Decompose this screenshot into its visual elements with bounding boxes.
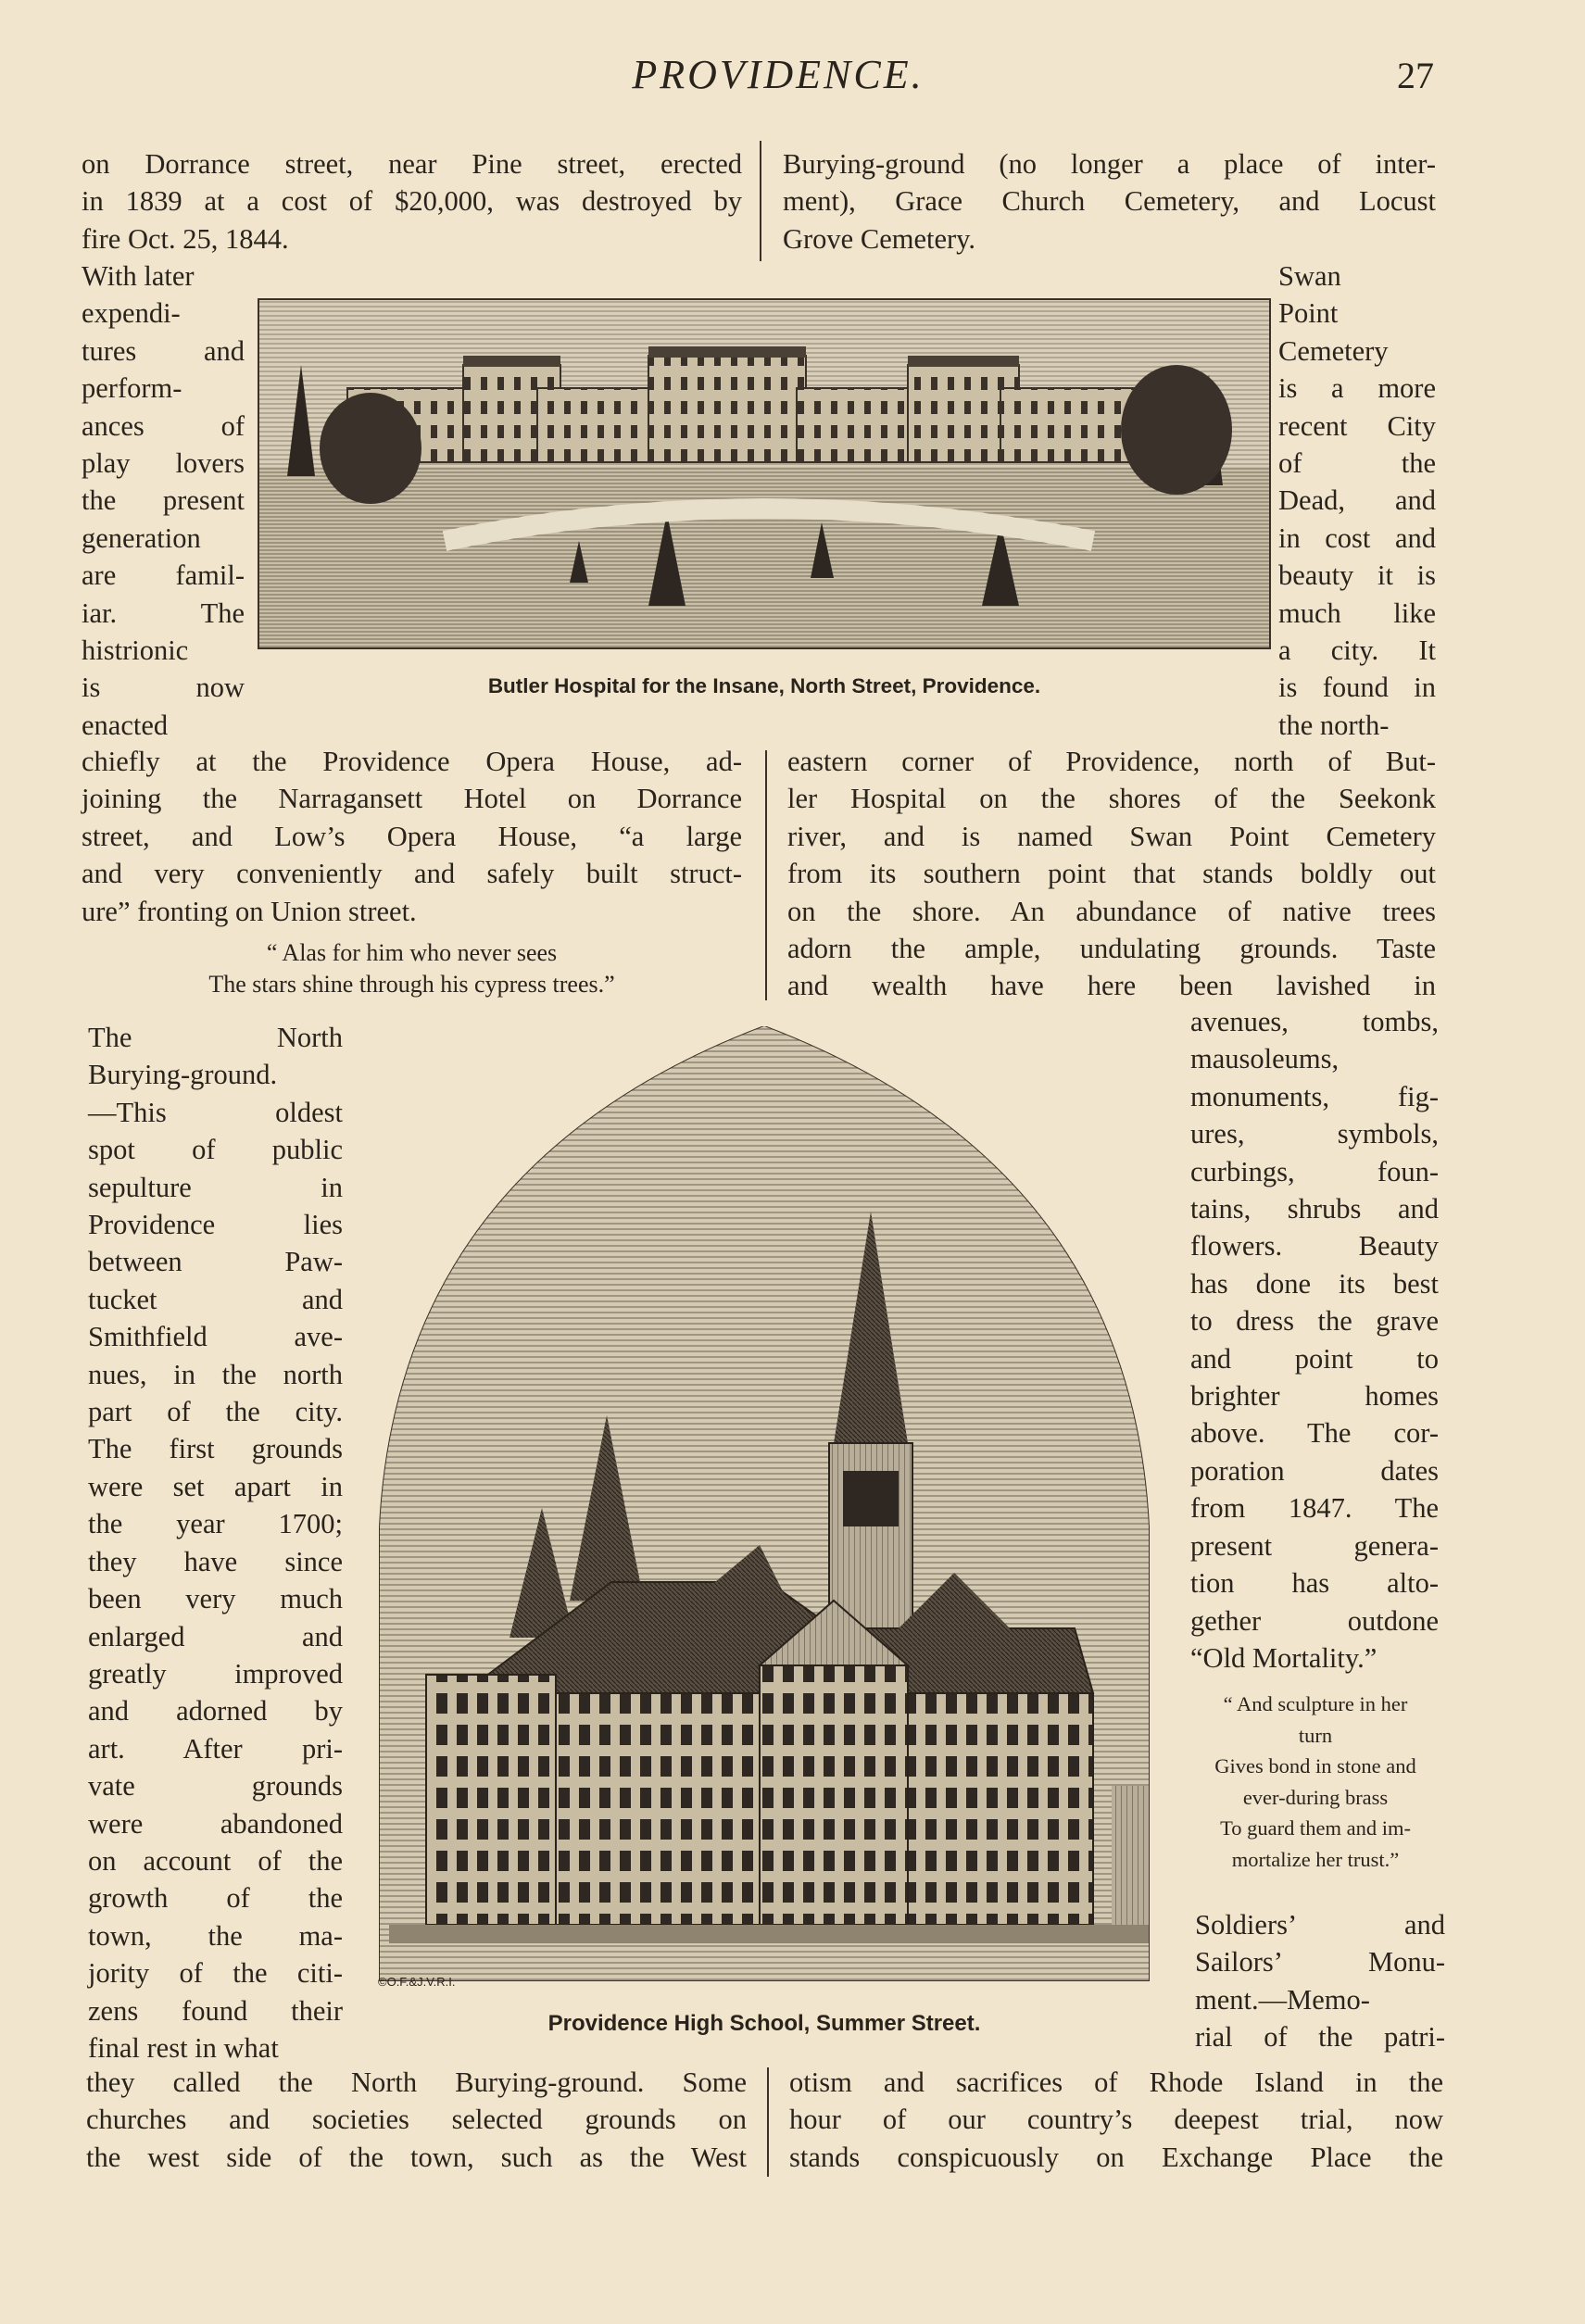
text-line: and wealth have here been lavished in (787, 970, 1436, 1002)
engraver-signature: ©O.F.&J.V.R.I. (378, 1975, 456, 1989)
text-line: and point to (1190, 1342, 1439, 1375)
text-line: “Old Mortality.” (1190, 1641, 1377, 1674)
text-line: —This oldest (88, 1096, 343, 1128)
text-line: ment), Grace Church Cemetery, and Locust (783, 185, 1436, 218)
text-line: present genera- (1190, 1529, 1439, 1562)
text-line: tures and (82, 334, 245, 367)
quote-line: Gives bond in stone and (1214, 1754, 1416, 1778)
text-line: on account of the (88, 1844, 343, 1877)
text-line: adorn the ample, undulating grounds. Taste (787, 933, 1436, 965)
text-line: from its southern point that stands boldly out (787, 858, 1436, 890)
text-line: tains, shrubs and (1190, 1193, 1439, 1225)
text-line: is a more (1278, 372, 1436, 405)
text-line: avenues, tombs, (1190, 1006, 1439, 1037)
text-line: play lovers (82, 447, 245, 480)
quote-line: To guard them and im- (1220, 1816, 1411, 1840)
text-line: the present (82, 484, 245, 517)
text-line: ment.—Memo- (1195, 1983, 1370, 2016)
text-line: flowers. Beauty (1190, 1230, 1439, 1262)
text-line: Swan (1278, 260, 1341, 292)
text-line: and very conveniently and safely built struct- (82, 858, 742, 890)
text-line: poration dates (1190, 1454, 1439, 1487)
butler-hospital-engraving (258, 298, 1271, 649)
text-line: stands conspicuously on Exchange Place the (789, 2141, 1443, 2173)
sculpture-quote (1181, 1689, 1450, 1875)
column-rule (760, 141, 761, 261)
column-rule (765, 750, 767, 1000)
wrap-left-column-1 (82, 258, 245, 744)
text-line: between Paw- (88, 1246, 343, 1278)
quote-line: “ Alas for him who never sees (266, 939, 558, 966)
wrap-right-column-1 (1278, 258, 1436, 744)
text-line: mausoleums, (1190, 1043, 1340, 1075)
figure-1-caption: Butler Hospital for the Insane, North Street, Providence. (487, 674, 1041, 697)
text-line: on the shore. An abundance of native trees (787, 895, 1436, 927)
text-line: iar. The (82, 597, 245, 629)
text-line: from 1847. The (1190, 1492, 1439, 1525)
text-line: joining the Narragansett Hotel on Dorrance (82, 783, 742, 815)
text-line: nues, in the north (88, 1358, 343, 1390)
text-line: much like (1278, 597, 1436, 629)
text-line: Point (1278, 297, 1339, 330)
text-line: of the (1278, 447, 1436, 480)
text-line: vate grounds (88, 1770, 343, 1803)
text-line: art. After pri- (88, 1732, 343, 1765)
text-line: the north- (1278, 709, 1390, 741)
text-line: generation (82, 521, 201, 554)
quote-line: mortalize her trust.” (1231, 1847, 1400, 1871)
text-line: is now (82, 672, 245, 704)
quote-line: “ And sculpture in her (1223, 1692, 1408, 1715)
text-line: sepulture in (88, 1171, 343, 1203)
text-line: part of the city. (88, 1396, 343, 1428)
quote-line: turn (1298, 1723, 1333, 1747)
text-line: final rest in what (88, 2031, 279, 2064)
text-line: Soldiers’ and (1195, 1909, 1445, 1941)
text-line: otism and sacrifices of Rhode Island in the (789, 2066, 1443, 2098)
text-line: histrionic (82, 634, 189, 667)
text-line: greatly improved (88, 1657, 343, 1690)
text-line: were set apart in (88, 1470, 343, 1502)
text-line: zens found their (88, 1994, 343, 2027)
text-line: ure” fronting on Union street. (82, 895, 417, 927)
top-right-paragraph (783, 145, 1436, 258)
text-line: and adorned by (88, 1695, 343, 1727)
text-line: spot of public (88, 1134, 343, 1166)
text-line: on Dorrance street, near Pine street, erected (82, 148, 742, 180)
column-rule (767, 2067, 769, 2177)
text-line: the west side of the town, such as the West (86, 2141, 747, 2173)
text-line: tion has alto- (1190, 1567, 1439, 1600)
text-line: expendi- (82, 297, 181, 330)
text-line: Cemetery (1278, 334, 1389, 367)
text-line: in cost and (1278, 521, 1436, 554)
text-line: were abandoned (88, 1807, 343, 1840)
text-line: they called the North Burying-ground. Some (86, 2066, 747, 2098)
text-line: With later (82, 260, 195, 292)
quote-line: ever-during brass (1242, 1785, 1389, 1809)
text-line: gether outdone (1190, 1604, 1439, 1637)
text-line: fire Oct. 25, 1844. (82, 222, 289, 255)
text-line: street, and Low’s Opera House, “a large (82, 820, 742, 852)
text-line: enacted (82, 709, 169, 741)
text-line: river, and is named Swan Point Cemetery (787, 820, 1436, 852)
text-line: above. The cor- (1190, 1417, 1439, 1450)
text-line: Burying-ground (no longer a place of inter- (783, 148, 1436, 180)
text-line: a city. It (1278, 634, 1436, 667)
text-line: Sailors’ Monu- (1195, 1946, 1445, 1979)
monument-paragraph-start (1195, 1906, 1445, 2056)
text-line: growth of the (88, 1882, 343, 1915)
text-line: are famil- (82, 559, 245, 592)
text-line: chiefly at the Providence Opera House, ad- (82, 746, 742, 777)
text-line: curbings, foun- (1190, 1155, 1439, 1187)
text-line: Dead, and (1278, 484, 1436, 517)
text-line: monuments, fig- (1190, 1080, 1439, 1112)
text-line: beauty it is (1278, 559, 1436, 592)
text-line: Burying-ground. (88, 1059, 278, 1091)
text-line: The North (88, 1022, 343, 1053)
text-line: tucket and (88, 1283, 343, 1315)
text-line: ures, symbols, (1190, 1118, 1439, 1150)
text-line: eastern corner of Providence, north of But- (787, 746, 1436, 777)
text-line: is found in (1278, 672, 1436, 704)
text-line: rial of the patri- (1195, 2021, 1445, 2054)
text-line: in 1839 at a cost of $20,000, was destroyed by (82, 185, 742, 218)
top-left-paragraph (82, 145, 742, 258)
page-number: 27 (1397, 55, 1434, 96)
running-title: PROVIDENCE. (632, 52, 925, 97)
wrap-left-column-2 (88, 1019, 343, 2066)
text-line: brighter homes (1190, 1380, 1439, 1413)
bottom-left-paragraph (86, 2064, 747, 2176)
cypress-quote (82, 937, 742, 1000)
wrap-right-column-2 (1190, 1003, 1439, 1677)
text-line: town, the ma- (88, 1919, 343, 1952)
text-line: The first grounds (88, 1433, 343, 1465)
text-line: churches and societies selected grounds on (86, 2104, 747, 2136)
text-line: ler Hospital on the shores of the Seekonk (787, 783, 1436, 815)
text-line: Providence lies (88, 1209, 343, 1241)
mid-left-paragraph (82, 743, 742, 930)
text-line: has done its best (1190, 1267, 1439, 1300)
text-line: Smithfield ave- (88, 1321, 343, 1353)
text-line: to dress the grave (1190, 1305, 1439, 1338)
text-line: the year 1700; (88, 1508, 343, 1540)
text-line: perform- (82, 372, 182, 405)
text-line: ances of (82, 409, 245, 442)
text-line: been very much (88, 1583, 343, 1615)
text-line: hour of our country’s deepest trial, now (789, 2104, 1443, 2136)
quote-line: The stars shine through his cypress trees.” (208, 971, 615, 998)
mid-right-paragraph (787, 743, 1436, 1005)
bottom-right-paragraph (789, 2064, 1443, 2176)
text-line: recent City (1278, 409, 1436, 442)
text-line: they have since (88, 1545, 343, 1577)
text-line: enlarged and (88, 1620, 343, 1652)
text-line: jority of the citi- (88, 1957, 343, 1990)
high-school-engraving (371, 1026, 1158, 1999)
text-line: Grove Cemetery. (783, 222, 976, 255)
figure-2-caption: Providence High School, Summer Street. (547, 2011, 981, 2036)
